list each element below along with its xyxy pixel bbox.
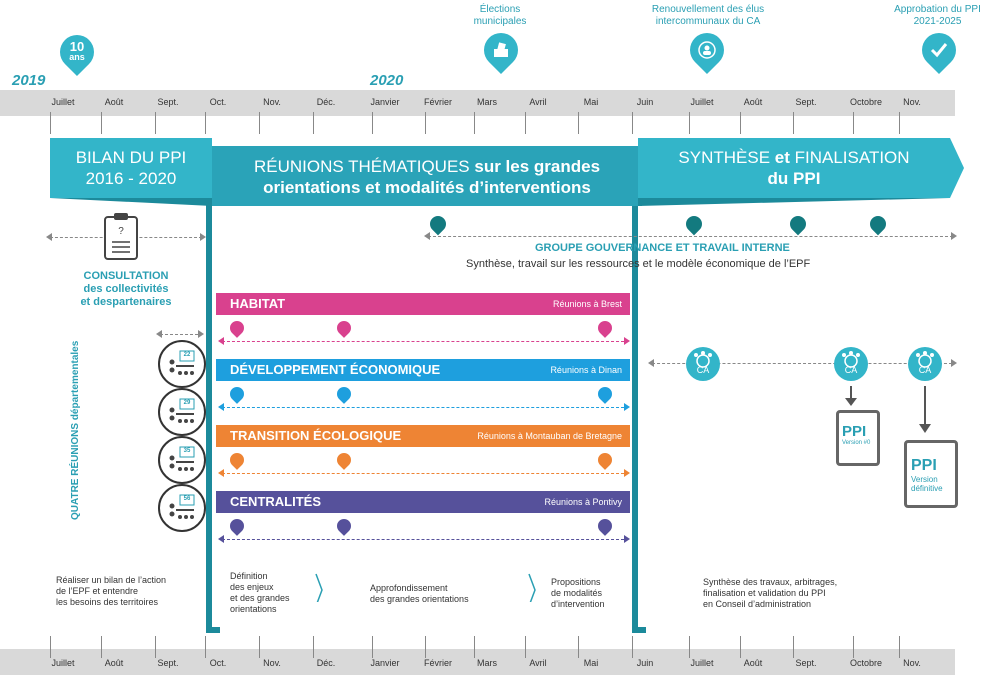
gouvernance-marker — [683, 213, 706, 236]
theme-dashed-line — [222, 473, 624, 474]
month-tick — [689, 112, 690, 134]
ca-label: CA — [918, 365, 932, 375]
month-label: Janvier — [370, 97, 400, 107]
month-label: Mars — [477, 97, 497, 107]
left-divider-foot — [206, 627, 220, 633]
ca-arrow-right — [951, 359, 957, 367]
elections-label: Élections municipales — [473, 4, 527, 27]
month-tick — [155, 636, 156, 658]
month-tick — [259, 636, 260, 658]
bilan-description: Réaliser un bilan de l’action de l’EPF et entendre les besoins des territoires — [56, 575, 167, 607]
theme-title: DÉVELOPPEMENT ÉCONOMIQUE — [230, 362, 441, 377]
ballot-box-icon — [477, 26, 525, 74]
month-label: Août — [743, 658, 763, 668]
ca-to-final-arrow — [918, 386, 932, 436]
departement-meeting-icon — [158, 484, 206, 532]
meeting-table-icon — [160, 486, 204, 530]
synthese-phase-banner — [638, 138, 950, 198]
month-tick — [372, 112, 373, 134]
anniversary-unit: ans — [69, 52, 85, 62]
theme-meeting-marker — [595, 318, 615, 338]
year-2019: 2019 — [12, 72, 46, 89]
month-tick — [313, 636, 314, 658]
ca-meeting-icon — [686, 347, 720, 381]
departement-number: 35 — [183, 448, 191, 454]
synthese-phase-b: et — [770, 148, 795, 167]
month-tick — [853, 636, 854, 658]
month-label: Sept. — [795, 97, 817, 107]
theme-meeting-marker — [595, 384, 615, 404]
theme-arrow-right — [624, 337, 630, 345]
month-label: Oct. — [209, 658, 227, 668]
month-tick — [425, 112, 426, 134]
ppi-v0-sub: Version #0 — [842, 440, 871, 446]
month-tick — [101, 636, 102, 658]
month-label: Sept. — [157, 658, 179, 668]
month-tick — [793, 636, 794, 658]
reunions-dep-arrow-right — [198, 330, 204, 338]
month-tick — [50, 112, 51, 134]
consultation-arrow-right — [200, 233, 206, 241]
gouvernance-dashed-line — [428, 236, 953, 237]
month-tick — [425, 636, 426, 658]
renouvellement-icon — [683, 26, 731, 74]
reunions-dep-arrow-left — [156, 330, 162, 338]
quatre-reunions-label: QUATRE RÉUNIONS départementales — [70, 340, 81, 520]
month-tick — [632, 636, 633, 658]
month-tick — [101, 112, 102, 134]
theme-title: CENTRALITÉS — [230, 494, 321, 509]
month-label: Avril — [529, 97, 547, 107]
synthese-phase-line2: du PPI — [767, 169, 821, 188]
theme-arrow-left — [218, 535, 224, 543]
month-tick — [578, 112, 579, 134]
month-tick — [205, 636, 206, 658]
month-label: Avril — [529, 658, 547, 668]
ppi-final-title: PPI — [911, 457, 937, 474]
month-label: Août — [743, 97, 763, 107]
anniversary-pin — [53, 28, 101, 76]
departement-number: 29 — [183, 400, 191, 406]
theme-meeting-marker — [334, 516, 354, 536]
ca-label: CA — [844, 365, 858, 375]
consultation-arrow-left — [46, 233, 52, 241]
theme-meeting-marker — [227, 516, 247, 536]
gouvernance-marker — [787, 213, 810, 236]
bilan-phase-line2: 2016 - 2020 — [85, 169, 177, 188]
departement-number: 56 — [183, 496, 191, 502]
departement-number: 22 — [183, 352, 191, 358]
ca-meeting-icon — [834, 347, 868, 381]
month-label: Octobre — [849, 97, 882, 107]
theme-meeting-marker — [595, 450, 615, 470]
theme-arrow-right — [624, 469, 630, 477]
month-tick — [474, 112, 475, 134]
month-tick — [578, 636, 579, 658]
month-tick — [372, 636, 373, 658]
theme-bar — [216, 359, 630, 381]
departement-meeting-icon — [158, 340, 206, 388]
gouvernance-marker — [867, 213, 890, 236]
theme-meeting-marker — [227, 384, 247, 404]
month-label: Février — [423, 658, 452, 668]
theme-meeting-marker — [334, 318, 354, 338]
month-tick — [155, 112, 156, 134]
theme-meeting-marker — [334, 384, 354, 404]
theme-place: Réunions à Dinan — [550, 365, 622, 375]
consultation-title: CONSULTATION — [83, 270, 169, 282]
month-tick — [525, 112, 526, 134]
month-tick — [474, 636, 475, 658]
month-label: Août — [104, 658, 124, 668]
month-label: Sept. — [795, 658, 817, 668]
ca-arrow-left — [648, 359, 654, 367]
synthese-phase-a: SYNTHÈSE — [678, 148, 771, 167]
gouvernance-marker — [427, 213, 450, 236]
theme-bar — [216, 491, 630, 513]
gouvernance-subtitle: Synthèse, travail sur les ressources et le modèle économique de l’EPF — [466, 258, 811, 270]
month-tick — [313, 112, 314, 134]
month-label: Juin — [636, 658, 654, 668]
ca-to-v0-arrow — [844, 386, 858, 408]
month-label: Oct. — [209, 97, 227, 107]
month-tick — [853, 112, 854, 134]
checkmark-icon — [915, 26, 963, 74]
month-label: Mai — [583, 97, 599, 107]
definition-description: Définition des enjeux et des grandes orientations — [230, 571, 290, 614]
month-label: Août — [104, 97, 124, 107]
anniversary-number: 10 — [69, 39, 85, 54]
gouvernance-arrow-right — [951, 232, 957, 240]
ca-label: CA — [696, 365, 710, 375]
top-timeline-arrow — [940, 90, 958, 116]
theme-dashed-line — [222, 341, 624, 342]
propositions-description: Propositions de modalités d’intervention — [551, 577, 605, 609]
consultation-line2: des collectivités — [83, 283, 169, 295]
theme-place: Réunions à Montauban de Bretagne — [477, 431, 622, 441]
ppi-final-document — [904, 440, 958, 508]
renouvellement-label: Renouvellement des élus intercommunaux du CA — [651, 4, 765, 27]
chevron-right-icon — [314, 572, 324, 602]
ppi-final-sub2: définitive — [911, 484, 943, 493]
ca-meeting-icon — [908, 347, 942, 381]
theme-arrow-left — [218, 403, 224, 411]
synthese-description: Synthèse des travaux, arbitrages, finalisation et validation du PPI en Conseil d’administration — [703, 577, 838, 609]
theme-title: HABITAT — [230, 296, 286, 311]
bottom-timeline-arrow — [940, 649, 958, 675]
chevron-right-icon — [527, 572, 537, 602]
bilan-phase-banner — [50, 138, 212, 198]
month-tick — [525, 636, 526, 658]
svg-text:?: ? — [118, 226, 124, 237]
clipboard-icon — [102, 212, 140, 262]
month-label: Juillet — [51, 97, 75, 107]
ppi-version0-document — [836, 410, 880, 466]
synthese-banner-shadow — [638, 198, 950, 208]
departement-meeting-icon — [158, 388, 206, 436]
month-label: Juillet — [690, 658, 714, 668]
month-label: Nov. — [903, 97, 921, 107]
reunions-phase-prefix: RÉUNIONS THÉMATIQUES — [253, 157, 470, 176]
theme-arrow-left — [218, 469, 224, 477]
synthese-banner-arrow — [936, 138, 964, 198]
month-label: Janvier — [370, 658, 400, 668]
consultation-line3: et despartenaires — [80, 296, 172, 308]
month-tick — [740, 636, 741, 658]
reunions-phase-rest: sur les grandes — [469, 157, 601, 176]
month-label: Déc. — [316, 97, 336, 107]
departement-meeting-icon — [158, 436, 206, 484]
month-label: Mai — [583, 658, 599, 668]
month-tick — [50, 636, 51, 658]
year-2020: 2020 — [370, 72, 404, 89]
month-label: Nov. — [263, 97, 281, 107]
theme-place: Réunions à Brest — [552, 299, 622, 309]
bilan-phase-line1: BILAN DU PPI — [75, 148, 187, 167]
synthese-phase-c: FINALISATION — [794, 148, 910, 167]
month-label: Juin — [636, 97, 654, 107]
month-label: Sept. — [157, 97, 179, 107]
month-tick — [259, 112, 260, 134]
right-divider-foot — [632, 627, 646, 633]
month-label: Février — [423, 97, 452, 107]
approbation-label: Approbation du PPI 2021-2025 — [894, 4, 981, 27]
gouvernance-arrow-left — [424, 232, 430, 240]
approfondissement-description: Approfondissement des grandes orientations — [370, 583, 469, 604]
meeting-table-icon — [160, 390, 204, 434]
month-tick — [899, 112, 900, 134]
theme-arrow-right — [624, 535, 630, 543]
theme-arrow-right — [624, 403, 630, 411]
month-label: Déc. — [316, 658, 336, 668]
month-label: Mars — [477, 658, 497, 668]
month-tick — [632, 112, 633, 134]
theme-meeting-marker — [595, 516, 615, 536]
theme-bar — [216, 293, 630, 315]
month-label: Nov. — [263, 658, 281, 668]
month-tick — [689, 636, 690, 658]
month-tick — [899, 636, 900, 658]
month-label: Nov. — [903, 658, 921, 668]
gouvernance-title: GROUPE GOUVERNANCE ET TRAVAIL INTERNE — [535, 242, 790, 254]
month-label: Juillet — [51, 658, 75, 668]
reunions-dep-dashed-line — [160, 334, 198, 335]
reunions-phase-line2: orientations et modalités d’interventions — [263, 178, 591, 197]
theme-arrow-left — [218, 337, 224, 345]
left-divider-line — [206, 166, 212, 633]
theme-dashed-line — [222, 539, 624, 540]
theme-meeting-marker — [334, 450, 354, 470]
reunions-phase-banner — [212, 146, 642, 206]
meeting-table-icon — [160, 438, 204, 482]
month-tick — [740, 112, 741, 134]
ppi-final-sub1: Version — [911, 475, 938, 484]
ppi-v0-title: PPI — [842, 423, 867, 440]
month-label: Juillet — [690, 97, 714, 107]
theme-meeting-marker — [227, 450, 247, 470]
theme-bar — [216, 425, 630, 447]
meeting-table-icon — [160, 342, 204, 386]
month-tick — [205, 112, 206, 134]
month-label: Octobre — [849, 658, 882, 668]
theme-place: Réunions à Pontivy — [544, 497, 622, 507]
theme-dashed-line — [222, 407, 624, 408]
bilan-banner-shadow — [50, 198, 212, 208]
month-tick — [793, 112, 794, 134]
theme-meeting-marker — [227, 318, 247, 338]
theme-title: TRANSITION ÉCOLOGIQUE — [230, 428, 402, 443]
